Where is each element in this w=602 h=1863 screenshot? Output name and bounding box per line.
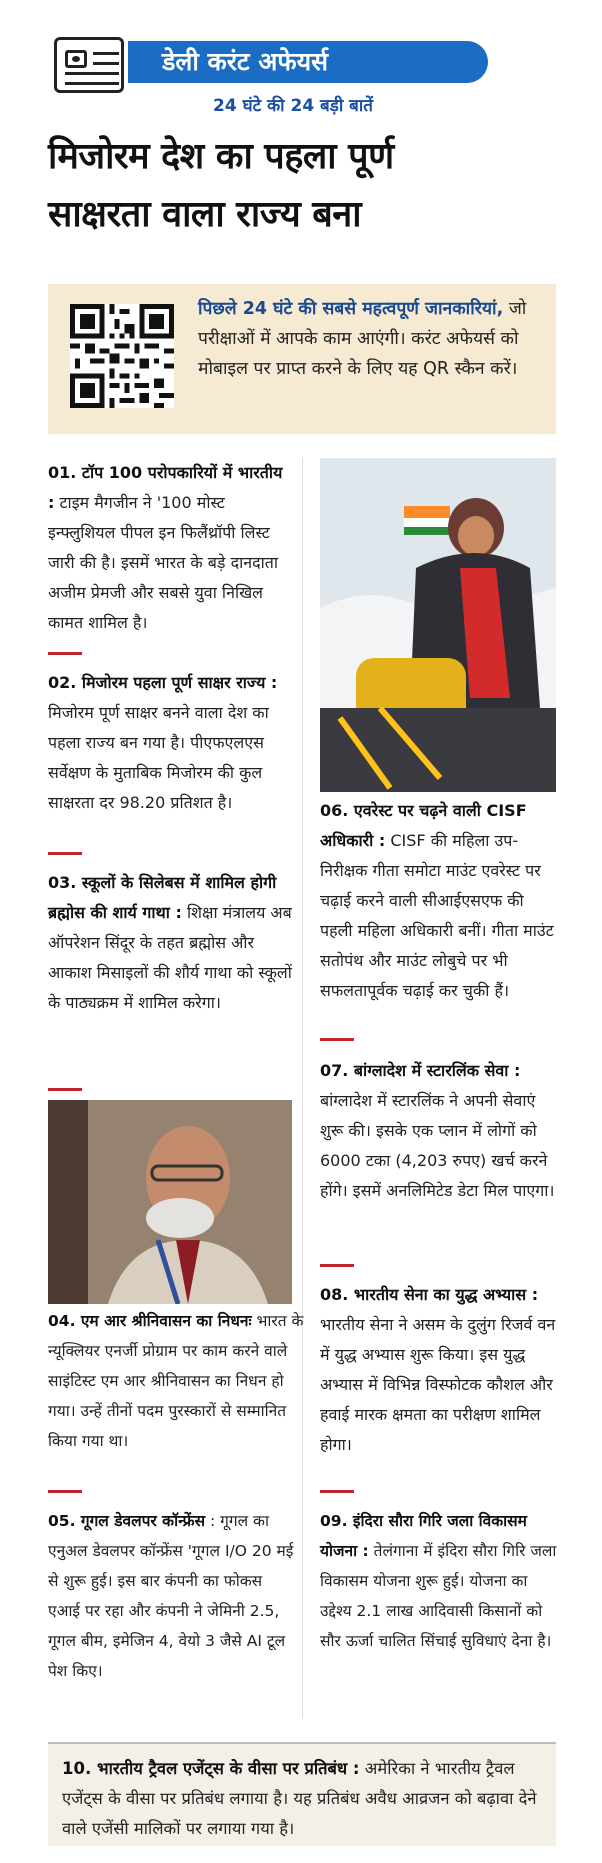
news-item-body: टाइम मैगजीन ने '100 मोस्ट इन्फ्लुशियल पीपल इन फिलैंथ्रॉपी लिस्ट जारी की है। इसमें भारत के बड़े दानदाता अजीम प्रेमजी और सबसे युवा निखिल कामत शामिल है। [48, 493, 279, 632]
news-item-title: 03. स्कूलों के सिलेबस में शामिल होगी ब्रह्मोस की शार्य गाथा : [48, 873, 277, 922]
qr-promo-box [48, 284, 556, 434]
news-item-08 [320, 1280, 560, 1460]
news-item-07 [320, 1056, 560, 1206]
column-divider [302, 458, 303, 1718]
news-item-title: 07. बांग्लादेश में स्टारलिंक सेवा : [320, 1061, 521, 1080]
qr-code-icon[interactable] [70, 304, 174, 408]
promo-body: जो परीक्षाओं में आपके काम आएंगी। करंट अफेयर्स को मोबाइल पर प्राप्त करने के लिए यह QR स्कैन करें। [198, 299, 527, 379]
red-divider [48, 652, 82, 655]
headline-line-2: साक्षरता वाला राज्य बना [48, 194, 362, 235]
news-item-02 [48, 668, 294, 818]
news-item-09 [320, 1506, 560, 1656]
person-photo [48, 1100, 292, 1304]
news-item-body: बांग्लादेश में स्टारलिंक ने अपनी सेवाएं शुरू की। इसके एक प्लान में लोगों को 6000 टका (4,203 रुपए) खर्च करने होंगे। इसमें अनलिमिटेड डेटा मिल पाएगा। [320, 1091, 555, 1200]
promo-text [198, 294, 538, 384]
subtitle: 24 घंटे की 24 बड़ी बातें [213, 96, 373, 116]
news-item-title: 10. भारतीय ट्रैवल एजेंट्स के वीसा पर प्रतिबंध : [62, 1759, 360, 1778]
banner-title: डेली करंट अफेयर्स [128, 41, 488, 83]
news-item-title: 09. इंदिरा सौरा गिरि जला विकासम योजना : [320, 1512, 527, 1560]
news-item-title: 06. एवरेस्ट पर चढ़ने वाली CISF अधिकारी : [320, 801, 527, 850]
news-item-05 [48, 1506, 294, 1686]
news-item-body: मिजोरम पूर्ण साक्षर बनने वाला देश का पहला राज्य बन गया है। पीएफएलएस सर्वेक्षण के मुताबिक मिजोरम की कुल साक्षरता दर 98.20 प्रतिशत है। [48, 703, 269, 812]
newspaper-icon [54, 37, 124, 93]
news-item-06 [320, 796, 560, 1006]
promo-bold: पिछले 24 घंटे की सबसे महत्वपूर्ण जानकारियां, [198, 299, 504, 319]
news-item-body: CISF की महिला उप-निरीक्षक गीता समोटा माउंट एवरेस्ट पर चढ़ाई करने वाली सीआईएसएफ की पहली महिला अधिकारी बनीं। गीता माउंट सतोपंथ और माउंट लोबुचे पर भी सफलतापूर्वक चढ़ाई कर चुकी हैं। [320, 831, 554, 1000]
news-item-title: 05. गूगल डेवलपर कॉन्फ्रेंस [48, 1512, 206, 1530]
news-item-body: अमेरिका ने भारतीय ट्रैवल एजेंट्स के वीसा पर प्रतिबंध लगाया है। यह प्रतिबंध अवैध आव्रजन को बढ़ावा देने वाले एजेंसी मालिकों पर लगाया गया है। [62, 1759, 537, 1838]
news-item-title: 04. एम आर श्रीनिवासन का निधनः [48, 1312, 252, 1330]
news-item-title: 02. मिजोरम पहला पूर्ण साक्षर राज्य : [48, 673, 278, 692]
red-divider [48, 1088, 82, 1091]
news-item-10 [48, 1742, 556, 1846]
news-item-body: : गूगल का एनुअल डेवलपर कॉन्फ्रेंस 'गूगल I/O 20 मई से शुरू हुई। इस बार कंपनी का फोकस एआई पर रहा और कंपनी ने जेमिनी 2.5, गूगल बीम, इमेजिन 4, वेयो 3 जैसे AI टूल पेश किए। [48, 1512, 294, 1680]
news-item-title: 01. टॉप 100 परोपकारियों में भारतीय : [48, 463, 283, 512]
red-divider [48, 852, 82, 855]
news-item-01 [48, 458, 294, 638]
page-title [48, 128, 548, 244]
red-divider [320, 1490, 354, 1493]
news-item-title: 08. भारतीय सेना का युद्ध अभ्यास : [320, 1285, 539, 1304]
news-item-body: तेलंगाना में इंदिरा सौरा गिरि जला विकासम योजना शुरू हुई। योजना का उद्देश्य 2.1 लाख आदिवासी किसानों को सौर ऊर्जा चालित सिंचाई सुविधाएं देना है। [320, 1542, 557, 1650]
news-item-04 [48, 1306, 304, 1456]
header [48, 35, 488, 116]
news-item-body: भारत के न्यूक्लियर एनर्जी प्रोग्राम पर काम करने वाले साइंटिस्ट एम आर श्रीनिवासन का निधन हो गया। उन्हें तीनों पदम पुरस्कारों से सम्मानित किया गया था। [48, 1312, 304, 1450]
headline-line-1: मिजोरम देश का पहला पूर्ण [48, 136, 394, 177]
mountaineer-photo [320, 458, 556, 792]
news-item-body: भारतीय सेना ने असम के दुलुंग रिजर्व वन में युद्ध अभ्यास शुरू किया। इस युद्ध अभ्यास में विभिन्न विस्फोटक कौशल और हवाई मारक क्षमता का परीक्षण शामिल होगा। [320, 1315, 556, 1454]
news-item-03 [48, 868, 294, 1018]
red-divider [320, 1038, 354, 1041]
red-divider [48, 1490, 82, 1493]
red-divider [320, 1264, 354, 1267]
news-item-body: शिक्षा मंत्रालय अब ऑपरेशन सिंदूर के तहत ब्रह्मोस और आकाश मिसाइलों की शौर्य गाथा को स्कूलों के पाठ्यक्रम में शामिल करेगा। [48, 903, 292, 1012]
